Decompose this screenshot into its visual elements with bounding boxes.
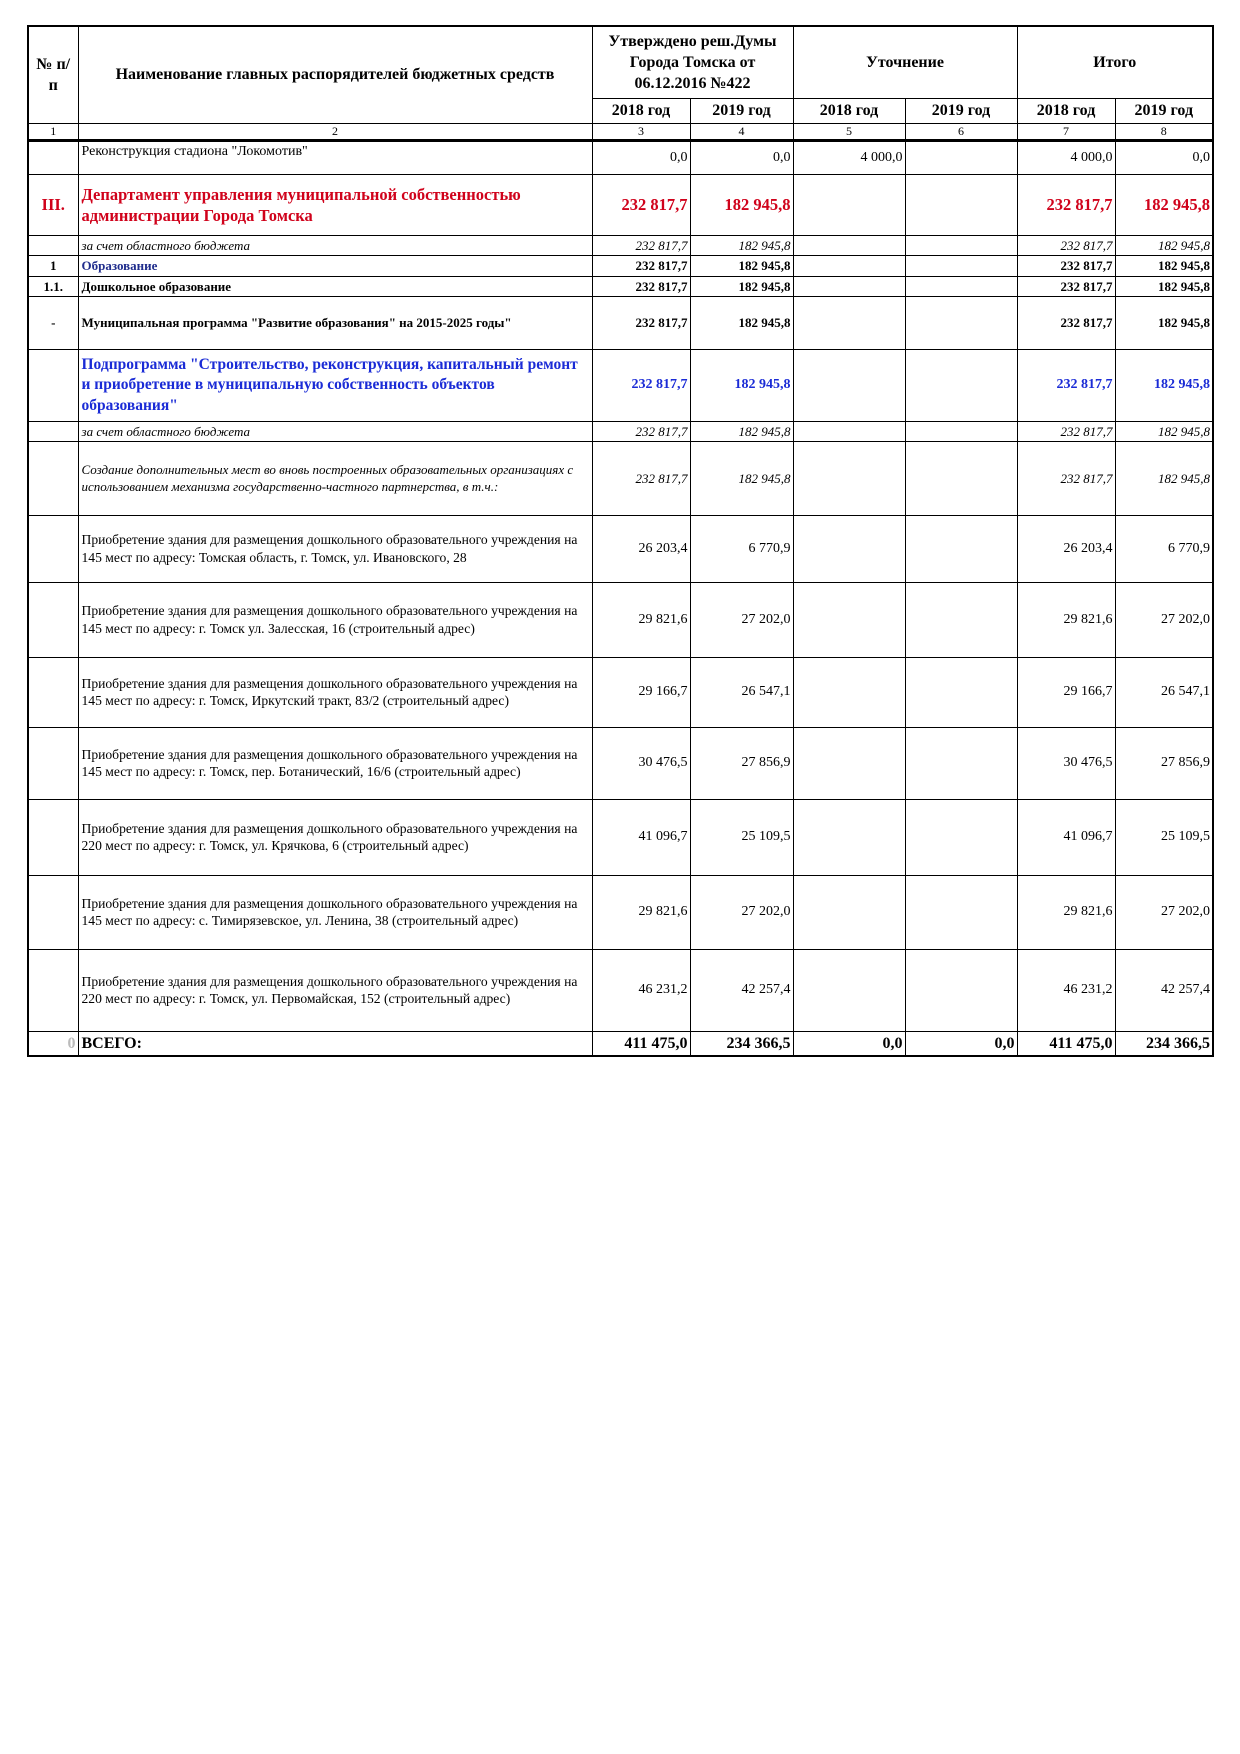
- row-name: Приобретение здания для размещения дошкольного образовательного учреждения на 220 мест по адресу: г. Томск, ул. Крячкова, 6 (строительный адрес): [78, 799, 592, 875]
- row-value: [793, 175, 905, 236]
- row-value: 29 166,7: [1017, 657, 1115, 727]
- row-value: 182 945,8: [1115, 441, 1213, 515]
- row-value: 0,0: [690, 141, 793, 175]
- year-header: 2018 год: [592, 98, 690, 123]
- row-name: Приобретение здания для размещения дошкольного образовательного учреждения на 145 мест по адресу: Томская область, г. Томск, ул. Ивановского, 28: [78, 515, 592, 582]
- row-value: [793, 949, 905, 1031]
- total-label: ВСЕГО:: [78, 1031, 592, 1056]
- row-value: [793, 296, 905, 349]
- table-row: [28, 276, 1213, 296]
- row-value: 182 945,8: [690, 256, 793, 276]
- row-name: Приобретение здания для размещения дошкольного образовательного учреждения на 145 мест по адресу: г. Томск, пер. Ботанический, 16/6 (строительный адрес): [78, 727, 592, 799]
- row-value: 26 547,1: [1115, 657, 1213, 727]
- row-value: 27 856,9: [690, 727, 793, 799]
- row-value: [905, 276, 1017, 296]
- column-number: 8: [1115, 123, 1213, 141]
- column-number: 4: [690, 123, 793, 141]
- row-value: [905, 175, 1017, 236]
- row-value: [905, 421, 1017, 441]
- total-value: 0,0: [905, 1031, 1017, 1056]
- row-num: [28, 799, 78, 875]
- row-name: за счет областного бюджета: [78, 236, 592, 256]
- row-num: [28, 875, 78, 949]
- row-value: 182 945,8: [1115, 175, 1213, 236]
- row-value: 182 945,8: [690, 441, 793, 515]
- row-value: [793, 276, 905, 296]
- row-value: 232 817,7: [1017, 276, 1115, 296]
- year-header: 2019 год: [690, 98, 793, 123]
- row-value: 232 817,7: [592, 236, 690, 256]
- row-value: 232 817,7: [592, 296, 690, 349]
- row-value: [793, 515, 905, 582]
- row-num: [28, 349, 78, 421]
- row-value: 182 945,8: [1115, 276, 1213, 296]
- year-header: 2018 год: [793, 98, 905, 123]
- row-value: 41 096,7: [592, 799, 690, 875]
- budget-table: [27, 25, 1214, 1057]
- row-name: Образование: [78, 256, 592, 276]
- row-name: Дошкольное образование: [78, 276, 592, 296]
- table-row: [28, 421, 1213, 441]
- row-value: [793, 875, 905, 949]
- row-value: 27 202,0: [690, 875, 793, 949]
- row-value: 27 856,9: [1115, 727, 1213, 799]
- row-name: Создание дополнительных мест во вновь построенных образовательных организациях с использованием механизма государственно-частного партнерства, в т.ч.:: [78, 441, 592, 515]
- row-value: 29 821,6: [592, 582, 690, 657]
- row-value: 232 817,7: [592, 349, 690, 421]
- row-value: [793, 421, 905, 441]
- row-value: [793, 236, 905, 256]
- column-number: 3: [592, 123, 690, 141]
- row-name: Департамент управления муниципальной собственностью администрации Города Томска: [78, 175, 592, 236]
- row-value: 30 476,5: [592, 727, 690, 799]
- row-value: 27 202,0: [1115, 875, 1213, 949]
- row-value: 232 817,7: [592, 175, 690, 236]
- column-number: 1: [28, 123, 78, 141]
- row-value: 232 817,7: [1017, 441, 1115, 515]
- row-value: 29 821,6: [1017, 582, 1115, 657]
- row-value: 182 945,8: [1115, 296, 1213, 349]
- row-name: Приобретение здания для размещения дошкольного образовательного учреждения на 145 мест по адресу: г. Томск ул. Залесская, 16 (строительный адрес): [78, 582, 592, 657]
- row-value: 232 817,7: [1017, 175, 1115, 236]
- row-value: 25 109,5: [1115, 799, 1213, 875]
- row-value: 182 945,8: [1115, 349, 1213, 421]
- row-value: 182 945,8: [690, 236, 793, 256]
- row-num: [28, 141, 78, 175]
- row-num: [28, 949, 78, 1031]
- table-row: [28, 875, 1213, 949]
- table-row: [28, 441, 1213, 515]
- row-value: 182 945,8: [690, 175, 793, 236]
- row-value: [905, 349, 1017, 421]
- column-number: 7: [1017, 123, 1115, 141]
- row-name: Приобретение здания для размещения дошкольного образовательного учреждения на 220 мест по адресу: г. Томск, ул. Первомайская, 152 (строительный адрес): [78, 949, 592, 1031]
- row-value: 27 202,0: [690, 582, 793, 657]
- table-row: [28, 236, 1213, 256]
- total-value: 234 366,5: [690, 1031, 793, 1056]
- row-value: 4 000,0: [1017, 141, 1115, 175]
- row-value: [905, 727, 1017, 799]
- row-name: Подпрограмма "Строительство, реконструкция, капитальный ремонт и приобретение в муниципальную собственность объектов образования": [78, 349, 592, 421]
- row-value: [905, 657, 1017, 727]
- total-value: 411 475,0: [592, 1031, 690, 1056]
- year-header: 2019 год: [1115, 98, 1213, 123]
- row-name: Приобретение здания для размещения дошкольного образовательного учреждения на 145 мест по адресу: г. Томск, Иркутский тракт, 83/2 (строительный адрес): [78, 657, 592, 727]
- row-value: 29 821,6: [592, 875, 690, 949]
- row-value: [905, 949, 1017, 1031]
- row-name: за счет областного бюджета: [78, 421, 592, 441]
- total-value: 411 475,0: [1017, 1031, 1115, 1056]
- row-value: 232 817,7: [1017, 256, 1115, 276]
- row-value: 25 109,5: [690, 799, 793, 875]
- row-num: -: [28, 296, 78, 349]
- row-value: 232 817,7: [592, 276, 690, 296]
- table-header-row: [28, 26, 1213, 98]
- row-value: 182 945,8: [690, 421, 793, 441]
- row-value: 46 231,2: [1017, 949, 1115, 1031]
- column-numbers-row: [28, 123, 1213, 141]
- row-value: 46 231,2: [592, 949, 690, 1031]
- row-num: III.: [28, 175, 78, 236]
- total-num: 0: [28, 1031, 78, 1056]
- row-value: 41 096,7: [1017, 799, 1115, 875]
- row-value: [793, 799, 905, 875]
- row-value: 182 945,8: [690, 349, 793, 421]
- table-row: [28, 582, 1213, 657]
- row-value: [793, 727, 905, 799]
- row-num: [28, 441, 78, 515]
- row-value: 4 000,0: [793, 141, 905, 175]
- year-header: 2019 год: [905, 98, 1017, 123]
- table-row: [28, 141, 1213, 175]
- row-value: 42 257,4: [1115, 949, 1213, 1031]
- total-value: 0,0: [793, 1031, 905, 1056]
- row-value: 26 203,4: [1017, 515, 1115, 582]
- row-value: 232 817,7: [592, 421, 690, 441]
- row-value: [793, 256, 905, 276]
- row-value: [905, 582, 1017, 657]
- row-value: 232 817,7: [1017, 421, 1115, 441]
- row-value: 232 817,7: [592, 256, 690, 276]
- header-name: Наименование главных распорядителей бюджетных средств: [78, 26, 592, 123]
- row-name: Реконструкция стадиона "Локомотив": [78, 141, 592, 175]
- row-value: 26 547,1: [690, 657, 793, 727]
- table-row: [28, 256, 1213, 276]
- row-value: [905, 236, 1017, 256]
- column-number: 6: [905, 123, 1017, 141]
- header-approved: Утверждено реш.Думы Города Томска от 06.12.2016 №422: [592, 26, 793, 98]
- total-value: 234 366,5: [1115, 1031, 1213, 1056]
- row-value: 232 817,7: [1017, 349, 1115, 421]
- table-row: [28, 515, 1213, 582]
- header-clarification: Уточнение: [793, 26, 1017, 98]
- row-value: [793, 349, 905, 421]
- row-value: 232 817,7: [1017, 296, 1115, 349]
- row-value: 182 945,8: [690, 276, 793, 296]
- row-value: [905, 256, 1017, 276]
- row-value: [905, 515, 1017, 582]
- row-value: 232 817,7: [592, 441, 690, 515]
- year-header: 2018 год: [1017, 98, 1115, 123]
- row-value: [905, 141, 1017, 175]
- row-value: 6 770,9: [1115, 515, 1213, 582]
- row-num: [28, 236, 78, 256]
- row-value: 42 257,4: [690, 949, 793, 1031]
- header-num: № п/п: [28, 26, 78, 123]
- column-number: 2: [78, 123, 592, 141]
- table-row: [28, 657, 1213, 727]
- row-value: 182 945,8: [1115, 256, 1213, 276]
- row-value: [905, 875, 1017, 949]
- total-row: [28, 1031, 1213, 1056]
- row-value: [905, 441, 1017, 515]
- row-value: 0,0: [1115, 141, 1213, 175]
- table-row: [28, 799, 1213, 875]
- row-num: 1: [28, 256, 78, 276]
- row-value: 232 817,7: [1017, 236, 1115, 256]
- row-value: 30 476,5: [1017, 727, 1115, 799]
- row-num: [28, 421, 78, 441]
- table-row: [28, 296, 1213, 349]
- row-name: Муниципальная программа "Развитие образования" на 2015-2025 годы": [78, 296, 592, 349]
- row-value: [793, 582, 905, 657]
- row-value: 182 945,8: [1115, 236, 1213, 256]
- row-value: 182 945,8: [690, 296, 793, 349]
- row-value: 182 945,8: [1115, 421, 1213, 441]
- row-num: [28, 727, 78, 799]
- row-value: 29 821,6: [1017, 875, 1115, 949]
- row-value: 6 770,9: [690, 515, 793, 582]
- row-value: 0,0: [592, 141, 690, 175]
- row-value: [905, 296, 1017, 349]
- row-value: [905, 799, 1017, 875]
- row-num: 1.1.: [28, 276, 78, 296]
- row-name: Приобретение здания для размещения дошкольного образовательного учреждения на 145 мест по адресу: с. Тимирязевское, ул. Ленина, 38 (строительный адрес): [78, 875, 592, 949]
- table-row: [28, 175, 1213, 236]
- row-num: [28, 582, 78, 657]
- row-value: [793, 441, 905, 515]
- header-total: Итого: [1017, 26, 1213, 98]
- row-num: [28, 515, 78, 582]
- row-value: 29 166,7: [592, 657, 690, 727]
- row-value: 27 202,0: [1115, 582, 1213, 657]
- row-value: 26 203,4: [592, 515, 690, 582]
- row-value: [793, 657, 905, 727]
- table-row: [28, 949, 1213, 1031]
- table-row: [28, 727, 1213, 799]
- row-num: [28, 657, 78, 727]
- column-number: 5: [793, 123, 905, 141]
- table-row: [28, 349, 1213, 421]
